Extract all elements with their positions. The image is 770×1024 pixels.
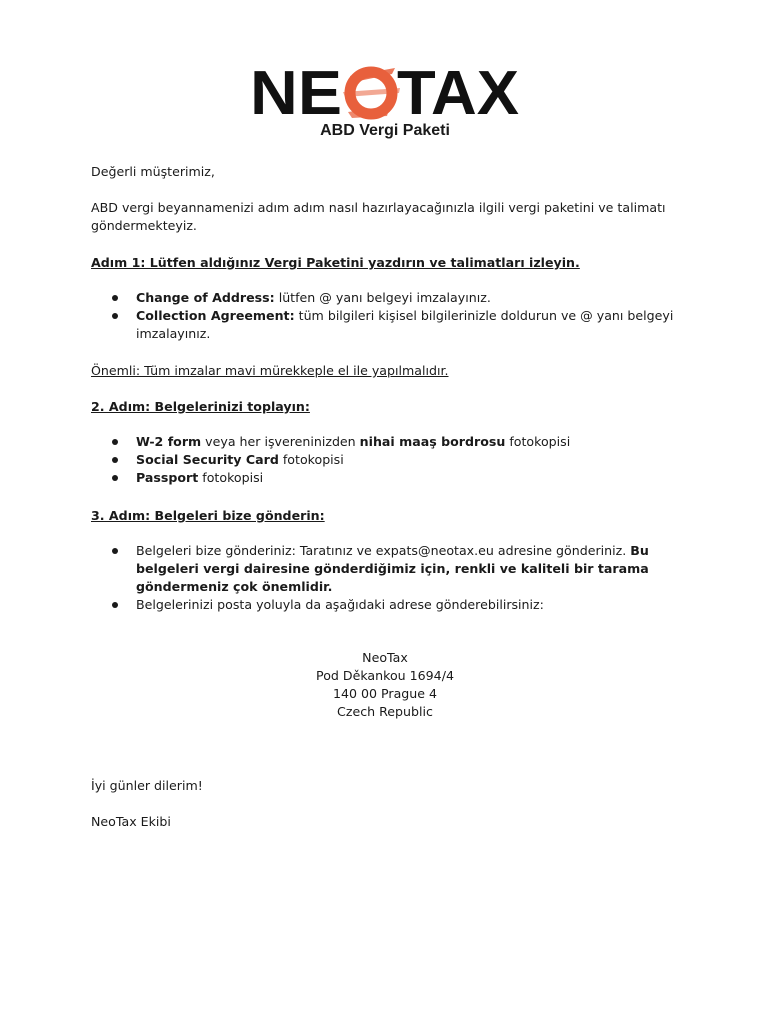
list-item: [91, 433, 691, 451]
logo-right-text: TAX: [397, 62, 519, 122]
item-text: fotokopisi: [198, 470, 264, 485]
list-item: [91, 542, 691, 596]
address-line: Czech Republic: [337, 704, 433, 719]
item-text: lütfen @ yanı belgeyi imzalayınız.: [274, 290, 491, 305]
step1-heading: Adım 1: Lütfen aldığınız Vergi Paketini yazdırın ve talimatları izleyin.: [91, 255, 580, 270]
item-text: fotokopisi: [278, 452, 344, 467]
item-text: veya her işvereninizden: [201, 434, 360, 449]
signature: NeoTax Ekibi: [91, 814, 171, 829]
item-bold: Bu belgeleri vergi dairesine gönderdiğimiz için, renkli ve kaliteli bir tarama göndermeniz çok önemlidir.: [136, 543, 649, 594]
list-item: [91, 307, 691, 343]
item-bold: Collection Agreement:: [136, 308, 295, 323]
item-bold: Change of Address:: [136, 290, 275, 305]
list-item: [91, 469, 691, 487]
page-title: ABD Vergi Paketi: [320, 122, 450, 139]
item-bold: nihai maaş bordrosu: [359, 434, 506, 449]
mailing-address: [0, 649, 770, 721]
bullet-icon: [112, 475, 118, 481]
address-line: Pod Děkankou 1694/4: [316, 668, 454, 683]
list-item: [91, 451, 691, 469]
closing-text: İyi günler dilerim!: [91, 778, 203, 793]
item-text: Belgelerinizi posta yoluyla da aşağıdaki adrese gönderebilirsiniz:: [136, 597, 544, 612]
step1-list: [91, 289, 691, 343]
item-text: Belgeleri bize gönderiniz: Taratınız ve expats@neotax.eu adresine gönderiniz.: [136, 543, 631, 558]
neotax-logo: [250, 62, 520, 122]
bullet-icon: [112, 602, 118, 608]
bullet-icon: [112, 548, 118, 554]
item-bold: Passport: [136, 470, 199, 485]
item-bold: Social Security Card: [136, 452, 279, 467]
step3-heading: 3. Adım: Belgeleri bize gönderin:: [91, 508, 325, 523]
address-line: 140 00 Prague 4: [332, 686, 438, 701]
step2-heading: 2. Adım: Belgelerinizi toplayın:: [91, 399, 310, 414]
address-line: NeoTax: [362, 650, 408, 665]
bullet-icon: [112, 295, 118, 301]
bullet-icon: [112, 439, 118, 445]
bullet-icon: [112, 313, 118, 319]
list-item: [91, 289, 691, 307]
logo-o-brush-icon: [343, 68, 400, 118]
step3-list: [91, 542, 691, 614]
item-text: tüm bilgileri kişisel bilgilerinizle doldurun ve @ yanı belgeyi imzalayınız.: [136, 308, 674, 341]
intro-paragraph: ABD vergi beyannamenizi adım adım nasıl hazırlayacağınızla ilgili vergi paketini ve talimatı göndermekteyiz.: [91, 200, 666, 233]
item-bold: W-2 form: [136, 434, 202, 449]
step2-list: [91, 433, 691, 487]
greeting: Değerli müşterimiz,: [91, 164, 215, 179]
bullet-icon: [112, 457, 118, 463]
list-item: [91, 596, 691, 614]
item-text: fotokopisi: [505, 434, 571, 449]
logo-left-text: NE: [250, 62, 342, 122]
important-note: Önemli: Tüm imzalar mavi mürekkeple el ile yapılmalıdır.: [91, 363, 449, 378]
